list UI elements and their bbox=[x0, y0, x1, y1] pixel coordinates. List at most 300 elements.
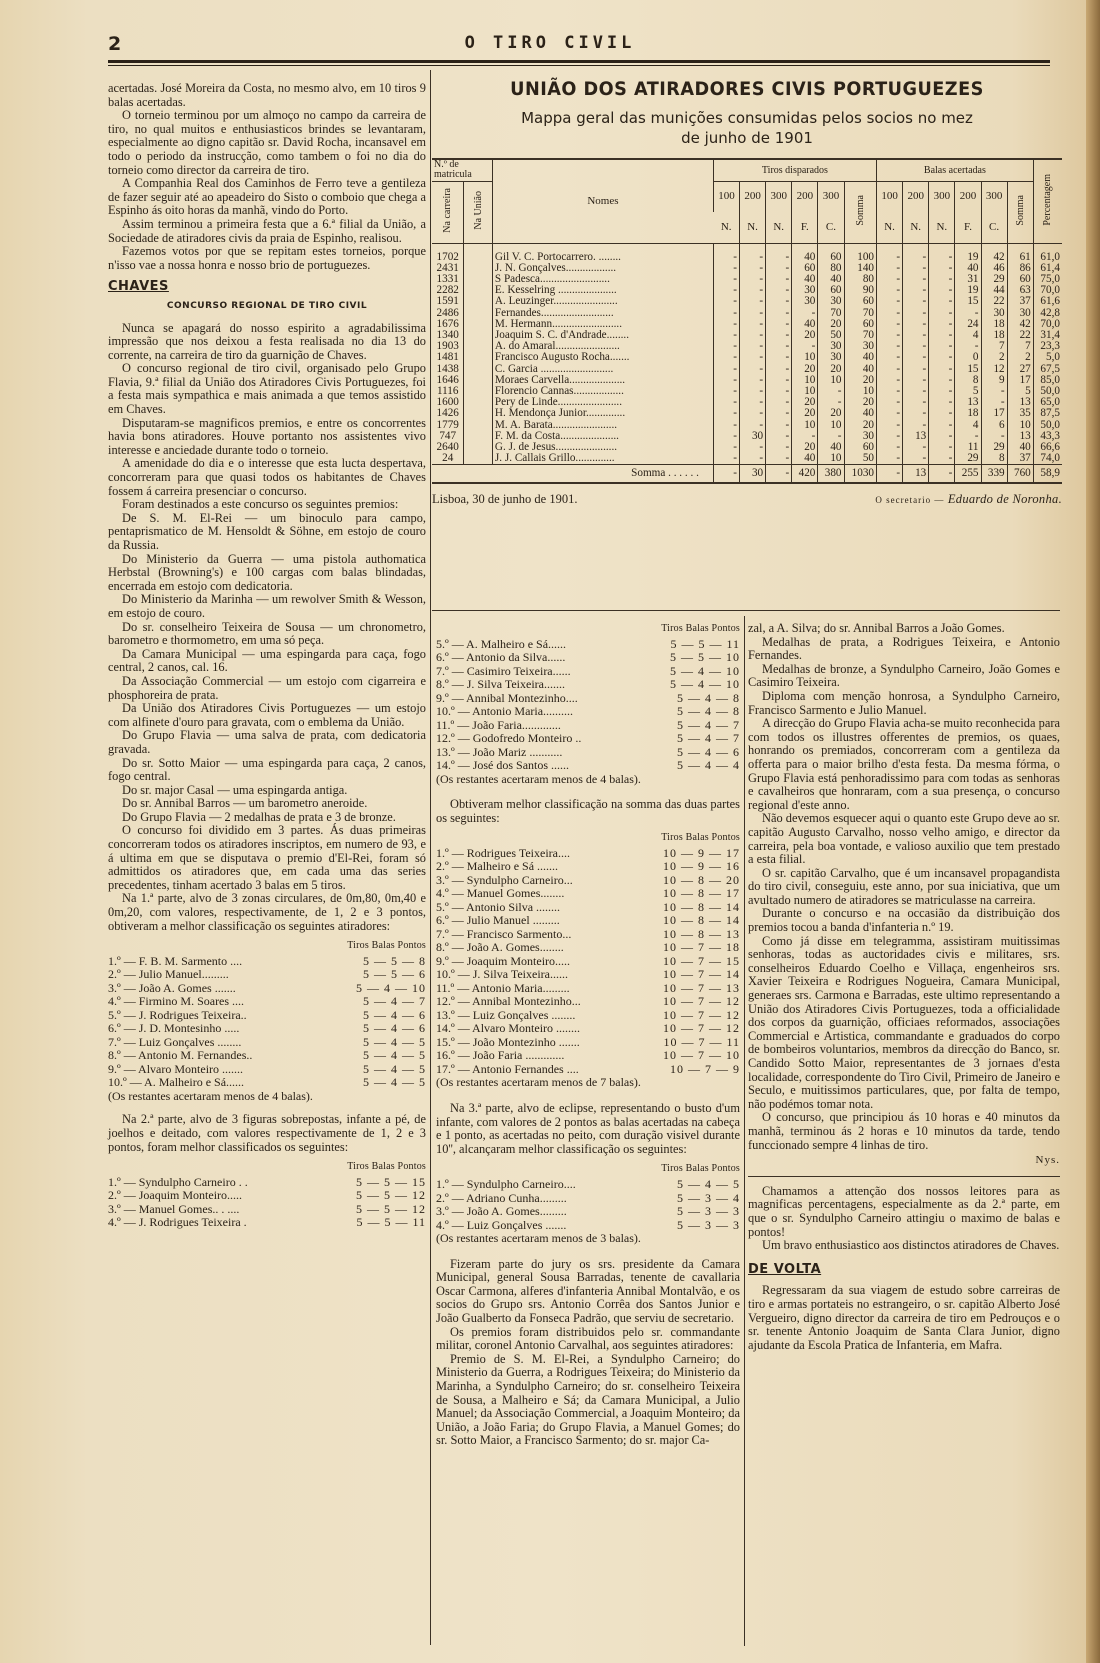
tiros-cell: 90 bbox=[844, 285, 877, 296]
ranking-row bbox=[108, 1009, 426, 1023]
tiros-cell: - bbox=[766, 263, 792, 274]
ranking-name: 9.º — Joaquim Monteiro..... bbox=[436, 954, 571, 968]
balas-cell: - bbox=[929, 308, 955, 319]
tiros-cell: - bbox=[740, 352, 766, 363]
matricula-cell: 1600 bbox=[436, 396, 459, 409]
ranking-row bbox=[108, 1189, 426, 1203]
ranking-name: 2.º — Malheiro e Sá ....... bbox=[436, 860, 559, 874]
balas-cell: - bbox=[903, 319, 929, 330]
name-cell: Pery de Linde....................... bbox=[492, 397, 713, 408]
ranking-row bbox=[436, 1178, 740, 1192]
ranking-row bbox=[108, 1049, 426, 1063]
balas-cell: - bbox=[929, 296, 955, 307]
tiros-cell: - bbox=[740, 263, 766, 274]
ranking-score: 10 — 8 — 14 bbox=[663, 899, 740, 914]
balas-cell: 27 bbox=[1007, 364, 1033, 375]
total-cell: 420 bbox=[792, 465, 818, 483]
total-cell: 380 bbox=[818, 465, 844, 483]
balas-cell: - bbox=[981, 397, 1007, 408]
balas-cell: 9 bbox=[981, 375, 1007, 386]
tiros-cell: 20 bbox=[792, 364, 818, 375]
name-cell: S Padesca......................... bbox=[492, 274, 713, 285]
table-row bbox=[432, 408, 1062, 419]
tiros-cell: - bbox=[713, 296, 739, 307]
ranking-name: 3.º — João A. Gomes......... bbox=[436, 1205, 567, 1219]
balas-cell: - bbox=[903, 397, 929, 408]
column-separator-right bbox=[744, 616, 745, 1646]
ranking-score: 10 — 9 — 16 bbox=[663, 859, 740, 874]
balas-cell: 6 bbox=[981, 420, 1007, 431]
tiros-cell: 70 bbox=[844, 330, 877, 341]
paragraph: Na 1.ª parte, alvo de 3 zonas circulares, de 0m,80, 0m,40 e 0m,20, com valores, respectivamente, de 1, 2 e 3 pontos, obtiveram a melhor classificação os seguintes atiradores: bbox=[108, 891, 426, 933]
percent-cell: 50,0 bbox=[1033, 386, 1062, 397]
ranking-name: 4.º — J. Rodrigues Teixeira . bbox=[108, 1216, 247, 1230]
balas-cell: 44 bbox=[981, 285, 1007, 296]
header-t-c5: 300 bbox=[818, 181, 844, 212]
ranking-row bbox=[436, 1009, 740, 1023]
ranking-score: 5 — 4 — 10 bbox=[670, 677, 740, 692]
ranking-row bbox=[436, 1219, 740, 1233]
header-t-u1: N. bbox=[713, 212, 739, 243]
balas-cell: 40 bbox=[955, 263, 981, 274]
name-cell: E. Kesselring ..................... bbox=[492, 285, 713, 296]
ranking-score: 5 — 5 — 12 bbox=[356, 1188, 426, 1203]
tiros-cell: 20 bbox=[792, 442, 818, 453]
matricula-cell: 1426 bbox=[436, 407, 459, 420]
header-rule bbox=[108, 60, 1050, 66]
balas-cell: - bbox=[929, 386, 955, 397]
ranking-name: 2.º — Adriano Cunha......... bbox=[436, 1191, 567, 1205]
balas-cell: - bbox=[877, 330, 903, 341]
paragraph: Os premios foram distribuidos pelo sr. commandante militar, coronel Antonio Carvalhal, aos seguintes atiradores: bbox=[436, 1324, 740, 1353]
percent-cell: 50,0 bbox=[1033, 420, 1062, 431]
ranking-row bbox=[436, 995, 740, 1009]
paragraph: De S. M. El-Rei — um binoculo para campo, pentaprismatico de M. Hensoldt & Söhne, em estojo de couro da Russia. bbox=[108, 510, 426, 552]
name-cell: A. Leuzinger....................... bbox=[492, 296, 713, 307]
tiros-cell: 60 bbox=[844, 442, 877, 453]
balas-cell: 5 bbox=[955, 386, 981, 397]
ranking-row bbox=[108, 1216, 426, 1230]
matricula-cell: 1646 bbox=[436, 373, 459, 386]
header-na-uniao: Na União bbox=[464, 181, 493, 243]
tiros-cell: - bbox=[792, 341, 818, 352]
somma-label: Somma . . . . . . bbox=[432, 465, 713, 483]
ranking-row bbox=[108, 995, 426, 1009]
tiros-cell: 80 bbox=[844, 274, 877, 285]
tiros-cell: - bbox=[766, 341, 792, 352]
balas-cell: - bbox=[877, 386, 903, 397]
header-balas: Balas acertadas bbox=[877, 159, 1034, 181]
tiros-cell: - bbox=[740, 397, 766, 408]
balas-cell: - bbox=[877, 285, 903, 296]
paragraph: Medalhas de prata, a Rodrigues Teixeira, e Antonio Fernandes. bbox=[748, 634, 1060, 663]
tiros-cell: - bbox=[713, 397, 739, 408]
ranking-name: 5.º — A. Malheiro e Sá...... bbox=[436, 637, 567, 651]
name-cell: G. J. de Jesus...................... bbox=[492, 442, 713, 453]
header-b-u5: C. bbox=[981, 212, 1007, 243]
paragraph: Da União dos Atiradores Civis Portuguezes — um estojo com alfinete d'ouro para gravata, com o emblema da União. bbox=[108, 701, 426, 729]
tiros-cell: 30 bbox=[740, 431, 766, 442]
ranking-name: 9.º — Annibal Montezinho.... bbox=[436, 691, 578, 705]
balas-cell: 42 bbox=[1007, 319, 1033, 330]
name-cell: J. N. Gonçalves.................. bbox=[492, 263, 713, 274]
newspaper-title: O TIRO CIVIL bbox=[464, 33, 636, 53]
balas-cell: 5 bbox=[1007, 386, 1033, 397]
balas-cell: - bbox=[929, 364, 955, 375]
balas-cell: - bbox=[903, 453, 929, 465]
balas-cell: 24 bbox=[955, 319, 981, 330]
matricula-cell: 1481 bbox=[436, 351, 459, 364]
uniao-cell bbox=[464, 330, 493, 341]
balas-cell: - bbox=[877, 308, 903, 319]
uniao-cell bbox=[464, 442, 493, 453]
tiros-cell: - bbox=[766, 386, 792, 397]
ranking-score: 5 — 4 — 5 bbox=[363, 1048, 426, 1063]
balas-cell: - bbox=[903, 375, 929, 386]
ranking-name: 5.º — J. Rodrigues Teixeira.. bbox=[108, 1008, 247, 1022]
ranking-row bbox=[436, 1205, 740, 1219]
ranking-score: 5 — 5 — 8 bbox=[363, 953, 426, 968]
header-b-u3: N. bbox=[929, 212, 955, 243]
tiros-cell: 40 bbox=[844, 352, 877, 363]
ranking-name: 2.º — Julio Manuel......... bbox=[108, 968, 229, 982]
balas-cell: 61 bbox=[1007, 243, 1033, 263]
paragraph: Na 3.ª parte, alvo de eclipse, representando o busto d'um infante, com valores de 2 pontos as balas acertadas na cabeça e 1 ponto, as acertadas no peito, com duração visivel durante 10'', alcançaram melhor classificação os seguintes: bbox=[436, 1101, 740, 1156]
ranking-list-part1 bbox=[108, 955, 426, 1090]
name-cell: Francisco Augusto Rocha....... bbox=[492, 352, 713, 363]
matricula-cell: 1116 bbox=[436, 384, 459, 397]
header-b-c4: 200 bbox=[955, 181, 981, 212]
percent-cell: 75,0 bbox=[1033, 274, 1062, 285]
balas-cell: 8 bbox=[981, 453, 1007, 465]
total-cell: 30 bbox=[740, 465, 766, 483]
balas-cell: - bbox=[877, 319, 903, 330]
balas-cell: 18 bbox=[981, 330, 1007, 341]
name-cell: Joaquim S. C. d'Andrade........ bbox=[492, 330, 713, 341]
ranking-name: 11.º — João Faria............. bbox=[436, 718, 561, 732]
ranking-name: 3.º — João A. Gomes ....... bbox=[108, 981, 236, 995]
tiros-cell: - bbox=[740, 330, 766, 341]
total-cell: - bbox=[877, 465, 903, 483]
balas-cell: - bbox=[929, 397, 955, 408]
author-signature: Nys. bbox=[1035, 1154, 1060, 1167]
ranking-score: 5 — 5 — 10 bbox=[670, 650, 740, 665]
tiros-cell: 20 bbox=[844, 420, 877, 431]
ranking-row bbox=[108, 1176, 426, 1190]
balas-cell: - bbox=[929, 453, 955, 465]
ranking-score: 10 — 8 — 13 bbox=[663, 926, 740, 941]
balas-cell: 19 bbox=[955, 243, 981, 263]
paragraph: A direcção do Grupo Flavia acha-se muito reconhecida para com todos os illustres offerentes de premios, os quaes, honrando os premiados, concorreram com a gentileza da offerta para o maior brilho d'esta festa. Da mesma fórma, o Grupo Flavia está penhoradissimo para com todas as senhoras e cavalheiros que honraram, com a sua presença, o concurso regional d'este anno. bbox=[748, 716, 1060, 812]
balas-cell: 7 bbox=[981, 341, 1007, 352]
balas-cell: - bbox=[929, 243, 955, 263]
ranking-name: 5.º — Antonio Silva ........ bbox=[436, 900, 561, 914]
uniao-cell bbox=[464, 375, 493, 386]
paragraph: Da Associação Commercial — um estojo com cigarreira e phosphoreira de prata. bbox=[108, 673, 426, 702]
tiros-cell: - bbox=[713, 308, 739, 319]
ranking-score: 5 — 4 — 5 bbox=[677, 1177, 740, 1192]
ranking-header: Tiros Balas Pontos bbox=[661, 623, 740, 634]
ranking-name: 7.º — Francisco Sarmento... bbox=[436, 927, 572, 941]
tiros-cell: 30 bbox=[792, 296, 818, 307]
ranking-name: 8.º — J. Silva Teixeira....... bbox=[436, 678, 565, 692]
matricula-cell: 1331 bbox=[436, 272, 459, 285]
name-cell: F. M. da Costa..................... bbox=[492, 431, 713, 442]
paragraph: Do Ministerio da Guerra — uma pistola authomatica Herbstal (Browning's) e 100 cargas com balas blindadas, encerrada em estojo com dedicatoria. bbox=[108, 551, 426, 593]
ranking-list-part3 bbox=[436, 1178, 740, 1232]
paragraph: A Companhia Real dos Caminhos de Ferro teve a gentileza de fazer seguir até ao apeadeiro do Sisto o comboio que chega a Espinho ás oito horas da manhã, vindo do Porto. bbox=[108, 176, 426, 218]
tiros-cell: 10 bbox=[818, 453, 844, 465]
balas-cell: - bbox=[903, 341, 929, 352]
ranking-score: 5 — 4 — 6 bbox=[363, 1021, 426, 1036]
uniao-cell bbox=[464, 243, 493, 263]
ranking-row bbox=[436, 665, 740, 679]
tiros-cell: 20 bbox=[844, 375, 877, 386]
paragraph: Disputaram-se magnificos premios, e entre os concorrentes havia bons atiradores. Houve portanto nos assistentes vivo interesse e anciedade durante todo o torneio. bbox=[108, 415, 426, 457]
uniao-cell bbox=[464, 285, 493, 296]
tiros-cell: 50 bbox=[844, 453, 877, 465]
ranking-row bbox=[436, 982, 740, 996]
tiros-cell: - bbox=[713, 408, 739, 419]
ranking-score: 5 — 5 — 11 bbox=[670, 636, 740, 651]
tiros-cell: - bbox=[740, 453, 766, 465]
matricula-cell: 2431 bbox=[436, 261, 459, 274]
percent-cell: 70,0 bbox=[1033, 319, 1062, 330]
balas-cell: - bbox=[877, 243, 903, 263]
ranking-name: 8.º — Antonio M. Fernandes.. bbox=[108, 1049, 253, 1063]
table-row bbox=[432, 375, 1062, 386]
balas-cell: 30 bbox=[1007, 308, 1033, 319]
balas-cell: 2 bbox=[981, 352, 1007, 363]
name-cell: J. J. Callais Grillo.............. bbox=[492, 453, 713, 465]
ranking-row bbox=[108, 1022, 426, 1036]
tiros-cell: - bbox=[713, 263, 739, 274]
ranking-row bbox=[436, 1049, 740, 1063]
paragraph: Do sr. conselheiro Teixeira de Sousa — um chronometro, barometro e thormometro, em uma só peça. bbox=[108, 619, 426, 648]
balas-cell: 18 bbox=[981, 319, 1007, 330]
balas-cell: - bbox=[903, 285, 929, 296]
paragraph: Do Grupo Flavia — uma salva de prata, com dedicatoria gravada. bbox=[108, 728, 426, 756]
ranking-score: 10 — 9 — 17 bbox=[663, 845, 740, 860]
balas-cell: 13 bbox=[903, 431, 929, 442]
ranking-name: 8.º — João A. Gomes........ bbox=[436, 941, 564, 955]
ranking-score: 5 — 4 — 5 bbox=[363, 1034, 426, 1049]
name-cell: H. Mendonça Junior.............. bbox=[492, 408, 713, 419]
uniao-cell bbox=[464, 408, 493, 419]
balas-cell: - bbox=[929, 341, 955, 352]
balas-cell: - bbox=[877, 375, 903, 386]
tiros-cell: - bbox=[713, 364, 739, 375]
ranking-name: 1.º — F. B. M. Sarmento .... bbox=[108, 954, 243, 968]
ranking-score: 5 — 4 — 8 bbox=[677, 690, 740, 705]
ranking-header: Tiros Balas Pontos bbox=[661, 1163, 740, 1175]
tiros-cell: - bbox=[713, 330, 739, 341]
balas-cell: 37 bbox=[1007, 296, 1033, 307]
tiros-cell: - bbox=[740, 386, 766, 397]
matricula-cell: 2640 bbox=[436, 440, 459, 453]
paragraph: Obtiveram melhor classificação na somma das duas partes os seguintes: bbox=[436, 797, 740, 825]
tiros-cell: 40 bbox=[792, 319, 818, 330]
balas-cell: - bbox=[877, 263, 903, 274]
percent-cell: 85,0 bbox=[1033, 375, 1062, 386]
balas-cell: 4 bbox=[955, 420, 981, 431]
name-cell: Gil V. C. Portocarrero. ........ bbox=[492, 243, 713, 263]
tiros-cell: 20 bbox=[818, 364, 844, 375]
ranking-header: Tiros Balas Pontos bbox=[347, 940, 426, 952]
balas-cell: - bbox=[929, 319, 955, 330]
ranking-name: 17.º — Antonio Fernandes .... bbox=[436, 1062, 579, 1076]
tiros-cell: - bbox=[766, 453, 792, 465]
ranking-name: 1.º — Syndulpho Carneiro.... bbox=[436, 1178, 576, 1192]
tiros-cell: 10 bbox=[792, 352, 818, 363]
tiros-cell: - bbox=[792, 431, 818, 442]
total-cell: - bbox=[713, 465, 739, 483]
header-b-c2: 200 bbox=[903, 181, 929, 212]
tiros-cell: - bbox=[766, 296, 792, 307]
ranking-score: 5 — 4 — 5 bbox=[363, 1061, 426, 1076]
ranking-row bbox=[436, 759, 740, 773]
paragraph: Chamamos a attenção dos nossos leitores para as magnificas percentagens, especialmente as da 2.ª parte, em que o sr. Syndulpho Carneiro attingiu o maximo de balas e pontos! bbox=[748, 1183, 1060, 1239]
ranking-score: 5 — 5 — 6 bbox=[363, 967, 426, 982]
total-cell: 255 bbox=[955, 465, 981, 483]
paragraph: Do sr. Sotto Maior — uma espingarda para caça, 2 canos, fogo central. bbox=[108, 755, 426, 784]
ranking-row bbox=[436, 732, 740, 746]
balas-cell: - bbox=[877, 341, 903, 352]
balas-cell: - bbox=[981, 386, 1007, 397]
percent-cell: 70,0 bbox=[1033, 285, 1062, 296]
ranking-score: 10 — 7 — 9 bbox=[670, 1061, 740, 1076]
balas-cell: 8 bbox=[955, 375, 981, 386]
header-t-u2: N. bbox=[740, 212, 766, 243]
ranking-score: 5 — 4 — 7 bbox=[363, 994, 426, 1009]
place-date: Lisboa, 30 de junho de 1901. bbox=[432, 491, 578, 506]
uniao-cell bbox=[464, 386, 493, 397]
balas-cell: - bbox=[903, 296, 929, 307]
ranking-score: 5 — 4 — 4 bbox=[677, 758, 740, 773]
ranking-row bbox=[436, 678, 740, 692]
subheading-concurso: CONCURSO REGIONAL DE TIRO CIVIL bbox=[166, 300, 368, 311]
percent-cell: 65,0 bbox=[1033, 397, 1062, 408]
ranking-note: (Os restantes acertaram menos de 7 balas). bbox=[436, 1075, 641, 1090]
tiros-cell: 20 bbox=[792, 408, 818, 419]
tiros-cell: - bbox=[740, 319, 766, 330]
balas-cell: - bbox=[929, 330, 955, 341]
ranking-row bbox=[436, 638, 740, 652]
ranking-score: 5 — 4 — 10 bbox=[356, 980, 426, 995]
balas-cell: 12 bbox=[981, 364, 1007, 375]
balas-cell: 31 bbox=[955, 274, 981, 285]
ranking-name: 4.º — Firmino M. Soares .... bbox=[108, 995, 245, 1009]
balas-cell: 46 bbox=[981, 263, 1007, 274]
ranking-score: 5 — 5 — 11 bbox=[356, 1215, 426, 1230]
matricula-cell: 1676 bbox=[436, 317, 459, 330]
balas-cell: 37 bbox=[1007, 453, 1033, 465]
ranking-row bbox=[436, 719, 740, 733]
uniao-cell bbox=[464, 420, 493, 431]
balas-cell: - bbox=[877, 274, 903, 285]
tiros-cell: - bbox=[713, 341, 739, 352]
balas-cell: - bbox=[955, 431, 981, 442]
tiros-cell: 30 bbox=[818, 341, 844, 352]
ranking-note: (Os restantes acertaram menos de 4 balas). bbox=[436, 771, 641, 786]
table-row bbox=[432, 243, 1062, 263]
paragraph: O concurso regional de tiro civil, organisado pelo Grupo Flavia, 9.ª filial da União dos Atiradores Civis Portuguezes, foi a festa mais sympathica e mais animada a que temos assistido em Chaves. bbox=[108, 361, 426, 417]
percent-cell: 66,6 bbox=[1033, 442, 1062, 453]
balas-cell: - bbox=[929, 375, 955, 386]
header-t-c1: 100 bbox=[713, 181, 739, 212]
table-row bbox=[432, 296, 1062, 307]
tiros-cell: 80 bbox=[818, 263, 844, 274]
uniao-cell bbox=[464, 296, 493, 307]
paragraph: Do sr. Annibal Barros — um barometro aneroide. bbox=[122, 796, 368, 811]
ranking-name: 15.º — João Montezinho ....... bbox=[436, 1035, 580, 1049]
table-subtitle-line1: Mappa geral das munições consumidas pelos socios no mez bbox=[521, 109, 973, 127]
header-t-c3: 300 bbox=[766, 181, 792, 212]
ranking-name: 14.º — Alvaro Monteiro ........ bbox=[436, 1022, 581, 1036]
total-cell: 1030 bbox=[844, 465, 877, 483]
balas-cell: - bbox=[955, 341, 981, 352]
tiros-cell: - bbox=[740, 364, 766, 375]
header-matricula: N.º de matricula bbox=[432, 159, 492, 181]
tiros-cell: 30 bbox=[818, 352, 844, 363]
column-2 bbox=[436, 622, 740, 1652]
balas-cell: 17 bbox=[1007, 375, 1033, 386]
paragraph: Assim terminou a primeira festa que a 6.ª filial da União, a Sociedade de atiradores civis da praia de Espinho, realisou. bbox=[108, 216, 426, 245]
tiros-cell: - bbox=[713, 420, 739, 431]
tiros-cell: 70 bbox=[818, 308, 844, 319]
paragraph: Medalhas de bronze, a Syndulpho Carneiro, João Gomes e Casimiro Teixeira. bbox=[748, 661, 1060, 690]
table-row bbox=[432, 341, 1062, 352]
table-row bbox=[432, 364, 1062, 375]
balas-cell: - bbox=[877, 296, 903, 307]
tiros-cell: 60 bbox=[818, 285, 844, 296]
tiros-cell: 30 bbox=[844, 431, 877, 442]
balas-cell: 29 bbox=[981, 442, 1007, 453]
header-b-u4: F. bbox=[955, 212, 981, 243]
percent-cell: 23,3 bbox=[1033, 341, 1062, 352]
tiros-cell: 20 bbox=[792, 330, 818, 341]
tiros-cell: - bbox=[740, 375, 766, 386]
ranking-header: Tiros Balas Pontos bbox=[661, 832, 740, 844]
ranking-score: 10 — 7 — 13 bbox=[663, 980, 740, 995]
ranking-score: 5 — 3 — 3 bbox=[677, 1217, 740, 1232]
balas-cell: - bbox=[903, 386, 929, 397]
ranking-row bbox=[436, 968, 740, 982]
tiros-cell: - bbox=[713, 431, 739, 442]
tiros-cell: 30 bbox=[818, 296, 844, 307]
name-cell: C. Garcia .......................... bbox=[492, 364, 713, 375]
tiros-cell: - bbox=[713, 453, 739, 465]
ranking-name: 6.º — Julio Manuel ......... bbox=[436, 914, 560, 928]
ammunition-table bbox=[432, 158, 1062, 484]
balas-cell: - bbox=[903, 243, 929, 263]
tiros-cell: - bbox=[766, 274, 792, 285]
section-heading-chaves: CHAVES bbox=[108, 279, 169, 295]
header-t-c4: 200 bbox=[792, 181, 818, 212]
matricula-cell: 2282 bbox=[436, 284, 459, 297]
tiros-cell: 40 bbox=[844, 364, 877, 375]
uniao-cell bbox=[464, 352, 493, 363]
ranking-row bbox=[436, 651, 740, 665]
tiros-cell: 20 bbox=[818, 319, 844, 330]
ranking-list-sum bbox=[436, 847, 740, 1077]
ranking-header: Tiros Balas Pontos bbox=[347, 1161, 426, 1173]
ammunition-table-block bbox=[432, 74, 1062, 507]
tiros-cell: - bbox=[766, 397, 792, 408]
ranking-name: 14.º — José dos Santos ...... bbox=[436, 759, 570, 773]
matricula-cell: 747 bbox=[439, 429, 457, 442]
paragraph: Do Grupo Flavia — 2 medalhas de prata e 3 de bronze. bbox=[122, 809, 396, 824]
